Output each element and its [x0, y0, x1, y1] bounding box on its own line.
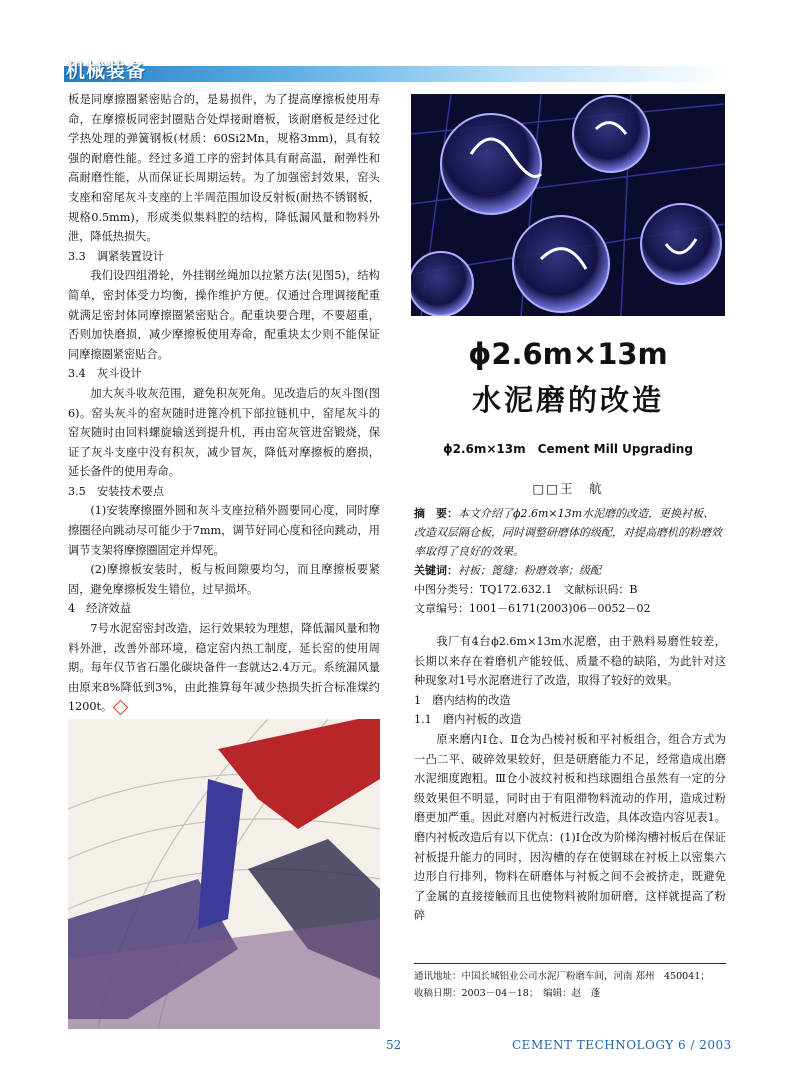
paragraph: 原来磨内Ⅰ仓、Ⅱ仓为凸棱衬板和平衬板组合，组合方式为一凸二平、破碎效果较好，但是研磨能力不足，经常造成出磨水泥细度跑粗。Ⅲ仓小波纹衬板和挡球圈组合虽然有一定的分级效果但不明显，同时由于有阻滞物料流动的作用，造成过粉磨更加严重。因此对磨内衬板进行改造，具体改造内容见表1。磨内衬板改造后有以下优点：(1)Ⅰ仓改为阶梯沟槽衬板后在保证衬板提升能力的同时，因沟槽的存在使钢球在衬板上以密集六边形自行排列，物料在研磨体与衬板之间不会被挤走，既避免了金属的直接接触而且也使物料被附加研磨，这样就提高了粉碎 [414, 732, 726, 923]
footnote [414, 968, 726, 1002]
abstract-label: 摘 要： [414, 507, 458, 520]
keywords-text: 衬板；篦缝；粉磨效率；级配 [458, 564, 601, 577]
section-heading: 3.5 安装技术要点 [68, 484, 165, 498]
header-bar [64, 66, 730, 82]
keywords [414, 561, 724, 580]
article-number: 文章编号：1001－6171(2003)06－0052－02 [414, 602, 651, 615]
paragraph: 板是同摩擦圈紧密贴合的，是易损件，为了提高摩擦板使用寿命，在摩擦板同密封圈贴合处焊接耐磨板，该耐磨板是经过化学热处理的弹簧钢板(材质：60Si2Mn，规格3mm)，具有较强的耐磨性能。经过多道工序的密封体具有耐高温，耐弹性和高耐磨性能，从而保证长周期运转。为了加强密封效果，窑头支座和窑尾灰斗支座的上半周范围加设反射板(耐热不锈钢板，规格0.5mm)，形成类似集料腔的结构，降低漏风量和物料外泄，降低热损失。 [68, 93, 380, 244]
decorative-photo-chart-abstract [68, 719, 380, 1029]
keywords-label: 关键词： [414, 564, 458, 577]
paragraph: 加大灰斗收灰范围，避免积灰死角。见改造后的灰斗图(图6)。窑头灰斗的窑灰随时进篦冷机下部拉链机中，窑尾灰斗的窑灰随时由回料螺旋输送到提升机，再由窑灰管进窑锻烧，保证了灰斗支座中没有积灰，减少冒灰，降低对摩擦板的磨损，延长备件的使用寿命。 [68, 386, 380, 479]
received-date: 收稿日期：2003－04－18； 编辑：赵 蓬 [414, 988, 601, 999]
article-title-block [411, 334, 725, 497]
paragraph [68, 619, 380, 717]
english-title: ϕ2.6m×13m Cement Mill Upgrading [443, 442, 693, 456]
page-number: 52 [386, 1038, 402, 1052]
abstract [414, 504, 724, 561]
section-heading: 3.4 灰斗设计 [68, 367, 142, 381]
left-column [68, 90, 380, 717]
author: □□王 航 [532, 481, 604, 496]
paragraph: (1)安装摩擦圈外圆和灰斗支座拉稍外圆要同心度，同时摩擦圈径向跳动尽可能少于7mm，调节好同心度和径向跳动，用调节支架将摩擦圈固定并焊死。 [68, 504, 380, 557]
title-line-1: ϕ2.6m×13m [468, 337, 668, 371]
right-column [414, 632, 726, 926]
abstract-chart-graphic [68, 719, 380, 1029]
title-line-2: 水泥磨的改造 [471, 383, 664, 417]
classification-number: 中图分类号：TQ172.632.1 文献标识码：B [414, 583, 638, 596]
abstract-block [414, 504, 724, 618]
section-heading: 4 经济效益 [68, 602, 132, 616]
paragraph: 我们设四组滑轮，外挂钢丝绳加以拉紧方法(见图5)，结构简单，密封体受力均衡，操作维护方便。仅通过合理调接配重就满足密封体同摩擦圈紧密贴合。配重块要合理，不要超重，否则加快磨损，减少摩擦板使用寿命，配重块太少则不能保证同摩擦圈紧密贴合。 [68, 269, 380, 361]
journal-section-title: 机械装备 [66, 60, 147, 82]
author-address: 通讯地址：中国长城铝业公司水泥厂粉磨车间，河南 郑州 450041； [414, 971, 710, 982]
paragraph: (2)摩擦板安装时，板与板间隙要均匀，而且摩擦板要紧固，避免摩擦板发生错位，过早损坏。 [68, 563, 380, 596]
section-heading: 1 磨内结构的改造 [414, 693, 511, 707]
abstract-text: 本文介绍了ϕ2.6m×13m水泥磨的改造，更换衬板、改造双层隔仓板，同时调整研磨体的级配，对提高磨机的粉磨效率取得了良好的效果。 [414, 507, 722, 558]
section-heading: 1.1 磨内衬板的改造 [414, 713, 522, 727]
paragraph: 我厂有4台ϕ2.6m×13m水泥磨，由于熟料易磨性较差，长期以来存在着磨机产能较低、质量不稳的缺陷，为此针对这种现象对1号水泥磨进行了改造，取得了较好的效果。 [414, 635, 726, 688]
paragraph-text: 7号水泥窑密封改造，运行效果较为理想，降低漏风量和物料外泄，改善外部环境，稳定窑内热工制度，延长窑的使用周期。每年仅节省石墨化碳块备件一套就达2.4万元。系统漏风量由原来8%降低到3%，由此推算每年减少热损失折合标准煤约1200t。 [68, 622, 380, 714]
footnote-divider [414, 963, 726, 964]
end-mark-icon [113, 700, 129, 716]
journal-footer: CEMENT TECHNOLOGY 6 / 2003 [512, 1038, 732, 1052]
glowing-spheres-graphic [411, 94, 725, 316]
decorative-photo-glowing-spheres [411, 94, 725, 316]
section-heading: 3.3 调紧装置设计 [68, 249, 165, 263]
